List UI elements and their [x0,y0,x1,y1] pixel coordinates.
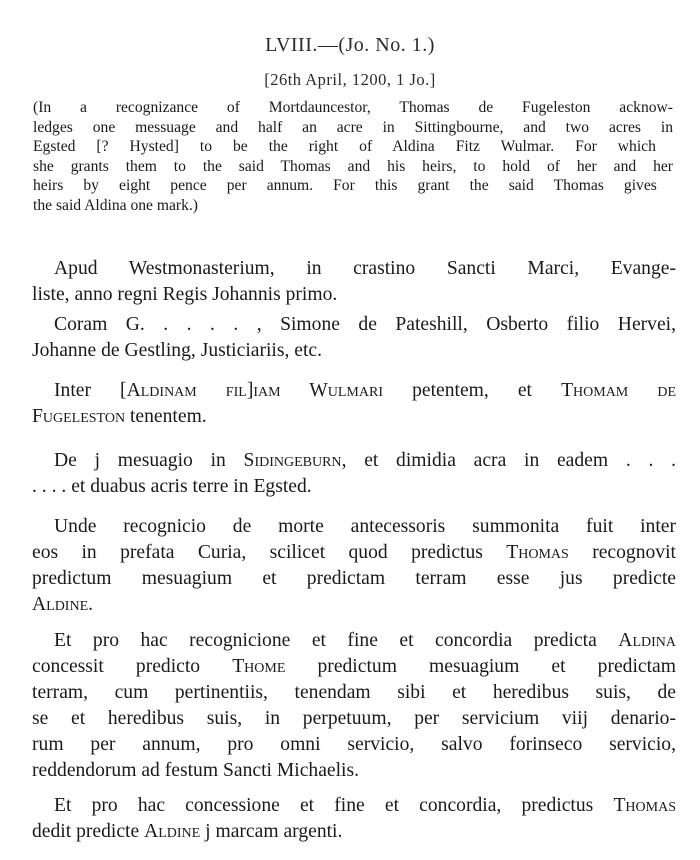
text-line [32,628,676,654]
abstract-line: ledges one messuage and half an acre in Sittingbourne, and two acres in [33,118,673,136]
party-name: Thome [232,656,286,677]
text-line: se et heredibus suis, in perpetuum, per servicium viij denario- [32,708,676,729]
text-run: predictum mesuagium et predictam [285,656,676,677]
party-name: Aldine [144,821,201,842]
paragraph-grant [32,628,676,784]
text-run: Et pro hac recognicione et fine et concordia predicta [54,630,619,651]
text-line [32,378,676,404]
party-name: Thomam de [561,380,676,401]
party-name: Aldine [32,594,89,615]
paragraph-parties [32,378,676,430]
record-date-heading: [26th April, 1200, 1 Jo.] [264,70,436,89]
text-line [32,540,676,566]
text-run: j marcam argenti. [200,821,343,842]
text-run: petentem, et [383,380,562,401]
party-name: Thomas [613,795,676,816]
text-run: . [88,594,94,615]
text-line: Unde recognicio de morte antecessoris summonita fuit inter [54,516,676,537]
text-line [32,592,676,618]
party-name: iam Wulmari [253,380,383,401]
text-line: Apud Westmonasterium, in crastino Sancti Marci, Evange- [54,258,676,279]
text-line [32,793,676,819]
abstract-line: heirs by eight pence per annum. For this grant the said Thomas gives [33,177,657,194]
text-line: Johanne de Gestling, Justiciariis, etc. [32,340,323,361]
text-run: Et pro hac concessione et fine et concordia, predictus [54,795,614,816]
paragraph-place-date [32,256,676,308]
paragraph-recognition [32,514,676,618]
text-run: concessit predicto [32,656,233,677]
abstract-line: she grants them to the said Thomas and his heirs, to hold of her and her [33,157,673,175]
text-line: . . . . et duabus acris terre in Egsted. [32,476,312,497]
text-run: dedit predicte [32,821,145,842]
abstract-line: the said Aldina one mark.) [33,196,198,214]
paragraph-property [32,448,676,500]
text-line [32,819,676,845]
record-number-heading: LVIII.—(Jo. No. 1.) [265,34,435,56]
party-name: Aldina [618,630,676,651]
text-line: Coram G. . . . . , Simone de Pateshill, Osberto filio Hervei, [54,314,676,335]
party-name: Fugeleston [32,406,126,427]
text-run: , et dimidia acra in eadem . . . [341,450,676,471]
abstract-line: Egsted [? Hysted] to be the right of Aldina Fitz Wulmar. For which [33,138,656,155]
abstract-paragraph [33,98,673,215]
paragraph-justices [32,312,676,364]
text-line: terram, cum pertinentiis, tenendam sibi et heredibus suis, de [32,682,676,703]
text-line [32,448,676,474]
text-line: rum per annum, pro omni servicio, salvo forinseco servicio, [32,734,676,755]
text-run: Inter [ [54,380,127,401]
text-run: tenentem. [125,406,207,427]
party-name: Thomas [506,542,569,563]
text-run: De j mesuagio in [54,450,244,471]
text-run: ] [246,380,254,401]
abstract-line: (In a recognizance of Mortdauncestor, Thomas de Fugeleston acknow- [33,99,673,116]
text-line: liste, anno regni Regis Johannis primo. [32,284,338,305]
text-run: recognovit [568,542,676,563]
text-line [32,404,676,430]
text-line: predictum mesuagium et predictam terram esse jus predicte [32,568,676,589]
text-line: reddendorum ad festum Sancti Michaelis. [32,760,360,781]
paragraph-payment [32,793,676,845]
text-run: eos in prefata Curia, scilicet quod predictus [32,542,507,563]
party-name: Aldinam fil [126,380,247,401]
text-line [32,654,676,680]
place-name: Sidingeburn [243,450,342,471]
